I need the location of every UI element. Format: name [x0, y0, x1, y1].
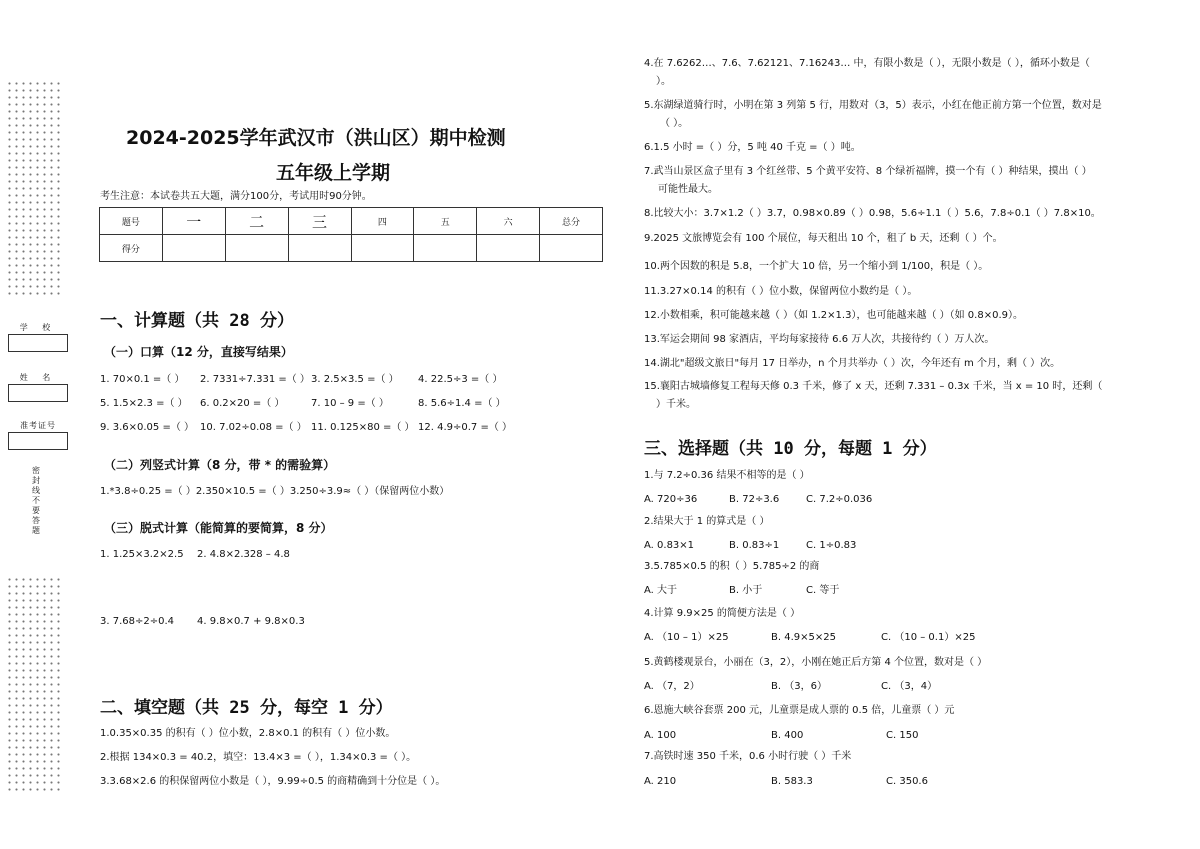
oral-question: 10. 7.02÷0.08 =（ ）: [200, 422, 307, 433]
section2-heading: 二、填空题（共 25 分，每空 1 分）: [100, 698, 393, 718]
score-input-cell[interactable]: [477, 235, 540, 262]
fill-blank-question: 2.根据 134×0.3 = 40.2，填空：13.4×3 =（ ），1.34×0.3 =（ ）。: [100, 752, 417, 763]
name-label: 姓 名: [19, 373, 57, 382]
exam-notice: 考生注意：本试卷共五大题，满分100分，考试用时90分钟。: [100, 191, 372, 202]
step-calc-question: 3. 7.68÷2÷0.4: [100, 616, 175, 627]
choice-option-c[interactable]: C. 150: [886, 730, 919, 741]
page-title: 2024-2025学年武汉市（洪山区）期中检测: [126, 127, 506, 149]
fill-blank-question: 13.军运会期间 98 家酒店，平均每家接待 6.6 万人次，共接待约（ ）万人次。: [644, 334, 995, 345]
score-table-score-row: [100, 235, 603, 262]
score-table: [99, 207, 603, 262]
oral-question: 2. 7331÷7.331 =（ ）: [200, 374, 310, 385]
binding-dots-bottom: [6, 576, 62, 792]
binding-dots-top: [6, 80, 62, 296]
choice-option-c[interactable]: C. 等于: [806, 585, 840, 596]
choice-question: 2.结果大于 1 的算式是（ ）: [644, 516, 770, 527]
fill-blank-question: 8.比较大小：3.7×1.2（ ）3.7，0.98×0.89（ ）0.98，5.6÷1.1（ ）5.6，7.8÷0.1（ ）7.8×10。: [644, 208, 1101, 219]
score-input-cell[interactable]: [162, 235, 225, 262]
choice-option-b[interactable]: B. 400: [771, 730, 804, 741]
score-row-label: 得分: [100, 235, 163, 262]
choice-question: 1.与 7.2÷0.36 结果不相等的是（ ）: [644, 470, 810, 481]
score-input-cell[interactable]: [414, 235, 477, 262]
score-input-cell[interactable]: [540, 235, 603, 262]
choice-option-c[interactable]: C. 350.6: [886, 776, 928, 787]
seal-line-text: 密封线不要答题: [32, 466, 40, 535]
score-input-cell[interactable]: [351, 235, 414, 262]
name-field[interactable]: [8, 384, 68, 402]
fill-blank-question-cont: 可能性最大。: [658, 184, 718, 195]
choice-option-b[interactable]: B. （3，6）: [771, 681, 827, 692]
score-table-header-row: [100, 208, 603, 235]
choice-option-a[interactable]: A. 210: [644, 776, 677, 787]
oral-question: 5. 1.5×2.3 =（ ）: [100, 398, 188, 409]
vertical-calc-line: 1.*3.8÷0.25 =（ ）2.350×10.5 =（ ）3.250÷3.9≈（ ）（保留两位小数）: [100, 486, 450, 497]
school-field[interactable]: [8, 334, 68, 352]
score-cell: 总分: [540, 208, 603, 235]
choice-option-a[interactable]: A. 大于: [644, 585, 678, 596]
choice-option-a[interactable]: A. （10 – 1）×25: [644, 632, 729, 643]
oral-question: 1. 70×0.1 =（ ）: [100, 374, 185, 385]
choice-option-a[interactable]: A. 100: [644, 730, 677, 741]
oral-question: 8. 5.6÷1.4 =（ ）: [418, 398, 506, 409]
school-label: 学 校: [19, 323, 57, 332]
choice-question: 5.黄鹤楼观景台，小丽在（3，2），小刚在她正后方第 4 个位置，数对是（ ）: [644, 657, 988, 668]
fill-blank-question-cont: ）。: [656, 76, 671, 87]
choice-option-b[interactable]: B. 小于: [729, 585, 763, 596]
oral-question: 9. 3.6×0.05 =（ ）: [100, 422, 195, 433]
step-calc-question: 2. 4.8×2.328 – 4.8: [197, 549, 290, 560]
choice-option-a[interactable]: A. （7，2）: [644, 681, 700, 692]
fill-blank-question: 14.湖北"超级文旅日"每月 17 日举办，n 个月共举办（ ）次，今年还有 m 个月，剩（ ）次。: [644, 358, 1061, 369]
choice-question: 7.高铁时速 350 千米，0.6 小时行驶（ ）千米: [644, 751, 852, 762]
fill-blank-question: 3.3.68×2.6 的积保留两位小数是（ ），9.99÷0.5 的商精确到十分位是（ ）。: [100, 776, 446, 787]
fill-blank-question: 15.襄阳古城墙修复工程每天修 0.3 千米，修了 x 天，还剩 7.331 – 0.3x 千米，当 x = 10 时，还剩（: [644, 381, 1103, 392]
oral-question: 7. 10 – 9 =（ ）: [311, 398, 389, 409]
choice-option-b[interactable]: B. 583.3: [771, 776, 813, 787]
oral-question: 6. 0.2×20 =（ ）: [200, 398, 285, 409]
exam-id-field[interactable]: [8, 432, 68, 450]
score-cell: 题号: [100, 208, 163, 235]
fill-blank-question: 4.在 7.6262…、7.6、7.62121、7.16243… 中，有限小数是（ ），无限小数是（ ），循环小数是（: [644, 58, 1090, 69]
step-calc-question: 4. 9.8×0.7 + 9.8×0.3: [197, 616, 305, 627]
oral-question: 3. 2.5×3.5 =（ ）: [311, 374, 399, 385]
fill-blank-question: 9.2025 文旅博览会有 100 个展位，每天租出 10 个，租了 b 天，还剩（ ）个。: [644, 233, 1003, 244]
page-subtitle: 五年级上学期: [276, 162, 391, 184]
choice-option-b[interactable]: B. 4.9×5×25: [771, 632, 836, 643]
score-input-cell[interactable]: [288, 235, 351, 262]
score-cell: 四: [351, 208, 414, 235]
score-cell: 二: [225, 208, 288, 235]
fill-blank-question: 6.1.5 小时 =（ ）分，5 吨 40 千克 =（ ）吨。: [644, 142, 861, 153]
choice-question: 4.计算 9.9×25 的简便方法是（ ）: [644, 608, 801, 619]
choice-option-a[interactable]: A. 720÷36: [644, 494, 698, 505]
oral-question: 12. 4.9÷0.7 =（ ）: [418, 422, 513, 433]
choice-option-b[interactable]: B. 0.83÷1: [729, 540, 780, 551]
section3-heading: 三、选择题（共 10 分，每题 1 分）: [644, 439, 937, 459]
oral-question: 4. 22.5÷3 =（ ）: [418, 374, 503, 385]
choice-question: 3.5.785×0.5 的积（ ）5.785÷2 的商: [644, 561, 820, 572]
fill-blank-question-cont: （ ）。: [660, 118, 689, 129]
fill-blank-question: 5.东湖绿道骑行时，小明在第 3 列第 5 行，用数对（3，5）表示，小红在他正前方第一个位置，数对是: [644, 100, 1102, 111]
choice-question: 6.恩施大峡谷套票 200 元，儿童票是成人票的 0.5 倍，儿童票（ ）元: [644, 705, 955, 716]
exam-id-label: 准考证号: [20, 421, 56, 430]
score-cell: 一: [162, 208, 225, 235]
step-calc-question: 1. 1.25×3.2×2.5: [100, 549, 184, 560]
choice-option-b[interactable]: B. 72÷3.6: [729, 494, 780, 505]
score-cell: 六: [477, 208, 540, 235]
choice-option-c[interactable]: C. 1÷0.83: [806, 540, 857, 551]
choice-option-c[interactable]: C. （3，4）: [881, 681, 938, 692]
score-cell: 三: [288, 208, 351, 235]
fill-blank-question-cont: ）千米。: [656, 399, 696, 410]
oral-question: 11. 0.125×80 =（ ）: [311, 422, 415, 433]
fill-blank-question: 10.两个因数的积是 5.8，一个扩大 10 倍，另一个缩小到 1/100，积是（ ）。: [644, 261, 989, 272]
choice-option-a[interactable]: A. 0.83×1: [644, 540, 695, 551]
fill-blank-question: 11.3.27×0.14 的积有（ ）位小数，保留两位小数约是（ ）。: [644, 286, 918, 297]
choice-option-c[interactable]: C. （10 – 0.1）×25: [881, 632, 976, 643]
fill-blank-question: 12.小数相乘，积可能越来越（ ）（如 1.2×1.3），也可能越来越（ ）（如 0.8×0.9）。: [644, 310, 1023, 321]
section1-part2-heading: （二）列竖式计算（8 分，带 * 的需验算）: [104, 458, 336, 472]
section1-heading: 一、计算题（共 28 分）: [100, 311, 294, 331]
fill-blank-question: 7.武当山景区盒子里有 3 个红丝带、5 个黄平安符、8 个绿祈福牌，摸一个有（ ）种结果，摸出（ ）: [644, 166, 1092, 177]
section1-part1-heading: （一）口算（12 分，直接写结果）: [104, 345, 293, 359]
section1-part3-heading: （三）脱式计算（能简算的要简算，8 分）: [104, 521, 333, 535]
choice-option-c[interactable]: C. 7.2÷0.036: [806, 494, 873, 505]
score-input-cell[interactable]: [225, 235, 288, 262]
fill-blank-question: 1.0.35×0.35 的积有（ ）位小数，2.8×0.1 的积有（ ）位小数。: [100, 728, 396, 739]
score-cell: 五: [414, 208, 477, 235]
